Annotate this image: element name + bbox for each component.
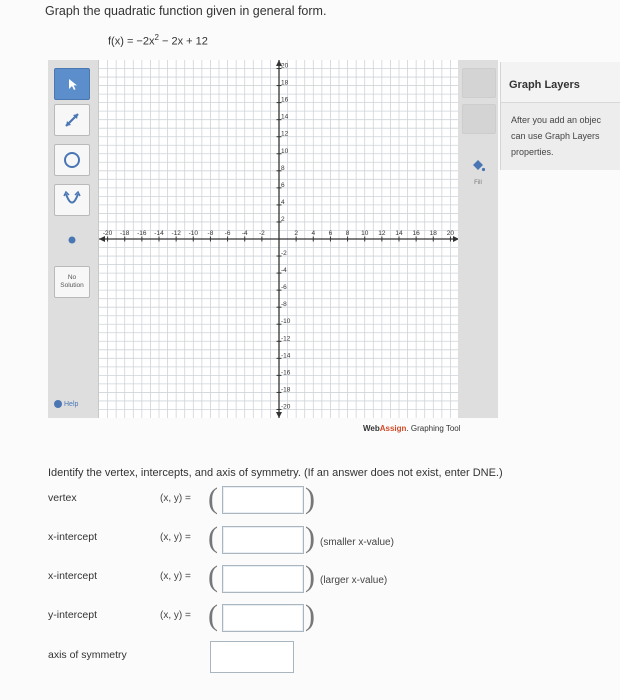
- fill-tool-button[interactable]: [462, 158, 494, 188]
- x-intercept-small-input[interactable]: [222, 526, 304, 554]
- y-intercept-input[interactable]: [222, 604, 304, 632]
- circle-tool-button[interactable]: [54, 144, 90, 176]
- graph-layers-title: Graph Layers: [509, 79, 580, 91]
- circle-icon: [61, 149, 83, 171]
- paint-bucket-icon: [470, 158, 486, 174]
- layers-desc-line-3: properties.: [511, 147, 554, 157]
- x-tick-label: 2: [294, 230, 298, 237]
- x-tick-label: -4: [241, 230, 248, 237]
- x-tick-label: -18: [120, 230, 130, 237]
- help-link[interactable]: [54, 400, 78, 408]
- y-tick-label: -10: [281, 318, 291, 326]
- brand-web: Web: [363, 424, 380, 433]
- x-tick-label: 20: [446, 230, 455, 237]
- x-tick-label: -12: [171, 230, 181, 237]
- x-intercept-large-close-paren: ): [305, 560, 315, 593]
- point-icon: [66, 234, 78, 246]
- layers-desc-line-1: After you add an objec: [511, 115, 602, 125]
- y-tick-label: 2: [281, 215, 285, 223]
- pointer-tool-button[interactable]: [54, 68, 90, 100]
- y-tick-label: 18: [281, 79, 289, 87]
- delete-tool-button[interactable]: [462, 68, 496, 98]
- x-tick-label: 4: [311, 230, 316, 237]
- graph-right-toolbar: [458, 60, 498, 418]
- answer-instruction: Identify the vertex, intercepts, and axis of symmetry. (If an answer does not exist, enter DNE.): [48, 467, 503, 479]
- x-tick-label: 6: [328, 230, 333, 237]
- x-intercept-small-label: x-intercept: [48, 531, 98, 543]
- no-solution-label-2: Solution: [60, 282, 84, 289]
- fill-label: Fill: [474, 180, 482, 186]
- x-tick-label: -10: [188, 230, 198, 237]
- parabola-icon: [61, 189, 83, 211]
- vertex-input[interactable]: [222, 486, 304, 514]
- x-tick-label: 18: [429, 230, 437, 237]
- y-tick-label: -8: [281, 301, 287, 309]
- line-tool-button[interactable]: [54, 104, 90, 136]
- function-exponent: 2: [154, 33, 159, 42]
- brand-assign: Assign: [379, 424, 407, 433]
- x-intercept-large-label: x-intercept: [48, 570, 98, 582]
- y-tick-label: -16: [281, 369, 291, 377]
- y-tick-label: -6: [281, 284, 287, 292]
- y-tick-label: -12: [281, 335, 291, 343]
- graph-layers-header[interactable]: [501, 62, 620, 103]
- y-tick-label: 6: [281, 181, 285, 189]
- y-axis-arrow-down: [276, 412, 282, 418]
- x-tick-label: 12: [378, 230, 386, 237]
- help-icon: [54, 400, 62, 408]
- x-tick-label: -14: [154, 230, 164, 237]
- x-tick-label: 8: [345, 230, 350, 237]
- question-prompt: Graph the quadratic function given in general form.: [45, 4, 327, 18]
- y-tick-label: -14: [281, 352, 291, 360]
- x-intercept-small-close-paren: ): [305, 521, 315, 554]
- x-intercept-large-open-paren: (: [208, 560, 218, 593]
- y-tick-label: -4: [281, 267, 287, 275]
- y-tick-label: 16: [281, 96, 289, 104]
- vertex-close-paren: ): [305, 482, 315, 515]
- x-intercept-large-input[interactable]: [222, 565, 304, 593]
- axis-of-symmetry-label: axis of symmetry: [48, 649, 127, 661]
- graph-layers-description: [511, 112, 620, 160]
- vertex-xy-label: (x, y) =: [160, 493, 191, 504]
- y-intercept-xy-label: (x, y) =: [160, 610, 191, 621]
- y-intercept-close-paren: ): [305, 599, 315, 632]
- webassign-brand: [363, 424, 461, 433]
- y-intercept-label: y-intercept: [48, 609, 98, 621]
- y-tick-label: -20: [281, 403, 291, 411]
- layers-desc-line-2: can use Graph Layers: [511, 131, 600, 141]
- vertex-open-paren: (: [208, 482, 218, 515]
- clear-tool-button[interactable]: [462, 104, 496, 134]
- smaller-x-hint: (smaller x-value): [320, 537, 394, 548]
- no-solution-button[interactable]: [54, 266, 90, 298]
- graph-toolbox: [48, 60, 99, 418]
- graph-layers-panel: [500, 62, 620, 170]
- line-segment-icon: [61, 109, 83, 131]
- coordinate-grid[interactable]: [99, 60, 459, 418]
- vertex-label: vertex: [48, 492, 77, 504]
- y-tick-label: 20: [281, 62, 289, 70]
- x-tick-label: 10: [361, 230, 369, 237]
- x-tick-label: -2: [258, 230, 265, 237]
- y-tick-label: 4: [281, 198, 285, 206]
- x-tick-label: 14: [395, 230, 403, 237]
- y-tick-label: 12: [281, 130, 289, 138]
- y-intercept-open-paren: (: [208, 599, 218, 632]
- function-prefix: f(x) = −2x: [108, 35, 155, 48]
- x-intercept-small-xy-label: (x, y) =: [160, 532, 191, 543]
- y-tick-label: -2: [281, 250, 287, 258]
- y-tick-label: 8: [281, 164, 285, 172]
- axis-of-symmetry-input[interactable]: [210, 641, 294, 673]
- x-tick-label: -8: [207, 230, 214, 237]
- x-tick-label: 16: [412, 230, 420, 237]
- arrow-cursor-icon: [65, 77, 79, 91]
- x-intercept-large-xy-label: (x, y) =: [160, 571, 191, 582]
- larger-x-hint: (larger x-value): [320, 575, 388, 586]
- point-tool-button[interactable]: [54, 224, 90, 256]
- x-intercept-small-open-paren: (: [208, 521, 218, 554]
- graph-canvas[interactable]: [99, 60, 459, 418]
- function-expression: [108, 33, 208, 48]
- function-suffix: − 2x + 12: [158, 35, 208, 48]
- y-tick-label: -18: [281, 386, 291, 394]
- x-tick-label: -16: [137, 230, 147, 237]
- parabola-tool-button[interactable]: [54, 184, 90, 216]
- x-tick-label: -20: [102, 230, 113, 237]
- no-solution-label-1: No: [67, 274, 77, 281]
- y-tick-label: 10: [281, 147, 289, 155]
- x-tick-label: -6: [224, 230, 231, 237]
- y-tick-label: 14: [281, 113, 289, 121]
- help-label: Help: [64, 400, 79, 408]
- brand-suffix: . Graphing Tool: [406, 424, 461, 433]
